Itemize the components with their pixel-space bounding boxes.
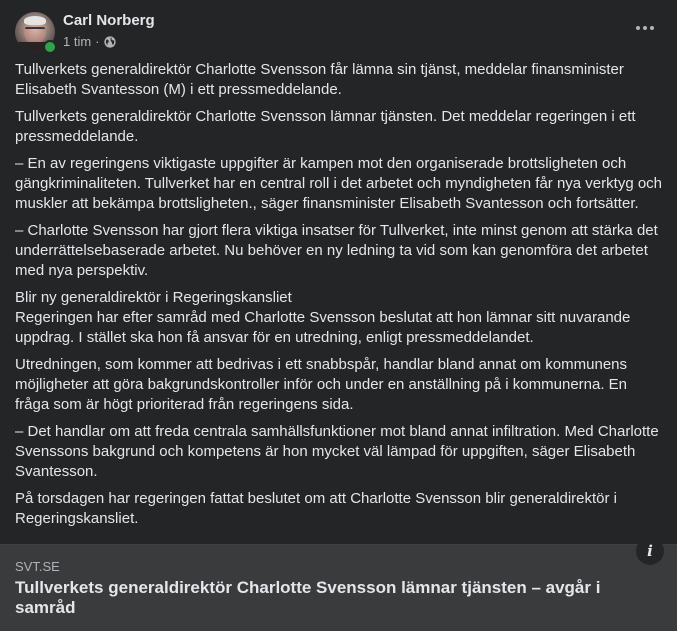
info-button[interactable] (636, 537, 664, 565)
post-header (0, 0, 677, 58)
separator: · (95, 34, 100, 49)
paragraph: Regeringen har efter samråd med Charlotte Svensson beslutat att hon lämnar sitt nuvarande uppdrag. I stället ska hon få ansvar för en utredning, enligt pressmeddelandet. (15, 309, 631, 346)
avatar[interactable] (15, 12, 55, 52)
post-meta (63, 34, 116, 49)
paragraph: På torsdagen har regeringen fattat beslutet om att Charlotte Svensson blir generaldirektör i Regeringskansliet. (15, 490, 618, 527)
info-icon: i (647, 542, 653, 560)
paragraph: – Det handlar om att freda centrala samhällsfunktioner mot bland annat infiltration. Med Charlotte Svenssons bakgrund och kompetens är hon mycket väl lämpad för uppgiften, säger Elisabeth Svantesson. (15, 423, 659, 480)
link-domain: SVT.SE (15, 559, 60, 574)
globe-icon (104, 36, 116, 48)
author-name[interactable]: Carl Norberg (63, 12, 155, 29)
more-horizontal-icon (636, 26, 640, 30)
paragraph: Tullverkets generaldirektör Charlotte Svensson får lämna sin tjänst, meddelar finansminister Elisabeth Svantesson (M) i ett pressmeddelande. (15, 61, 624, 98)
more-dot (643, 26, 647, 30)
paragraph: – En av regeringens viktigaste uppgifter är kampen mot den organiserade brottsligheten och gängkriminaliteten. Tullverket har en central roll i det arbetet och myndigheten får nya verktyg och muskler att bekämpa brottsligheten., säger finansminister Elisabeth Svantesson och fortsätter. (15, 155, 663, 212)
paragraph: Tullverkets generaldirektör Charlotte Svensson lämnar tjänsten. Det meddelar regeringen i ett pressmeddelande. (15, 108, 636, 145)
more-options-button[interactable] (630, 16, 660, 40)
timestamp[interactable]: 1 tim (63, 34, 92, 49)
paragraph: Utredningen, som kommer att bedrivas i ett snabbspår, handlar bland annat om kommunens möjligheter att göra bakgrundskontroller inför och under en anställning på i kommunerna. En fråga som är högt prioriterad från regeringens sida. (15, 356, 628, 413)
online-status-icon (43, 40, 57, 54)
post-body (15, 60, 665, 536)
link-title[interactable]: Tullverkets generaldirektör Charlotte Svensson lämnar tjänsten – avgår i samråd (15, 578, 601, 617)
paragraph: – Charlotte Svensson har gjort flera viktiga insatser för Tullverket, inte minst genom att stärka det underrättelsebaserade arbetet. Nu behöver en ny ledning ta vid som kan genomföra det arbetet med nya perspektiv. (15, 222, 658, 279)
link-preview-card[interactable] (0, 544, 677, 631)
more-dot (650, 26, 654, 30)
subheading: Blir ny generaldirektör i Regeringskansliet (15, 289, 292, 306)
